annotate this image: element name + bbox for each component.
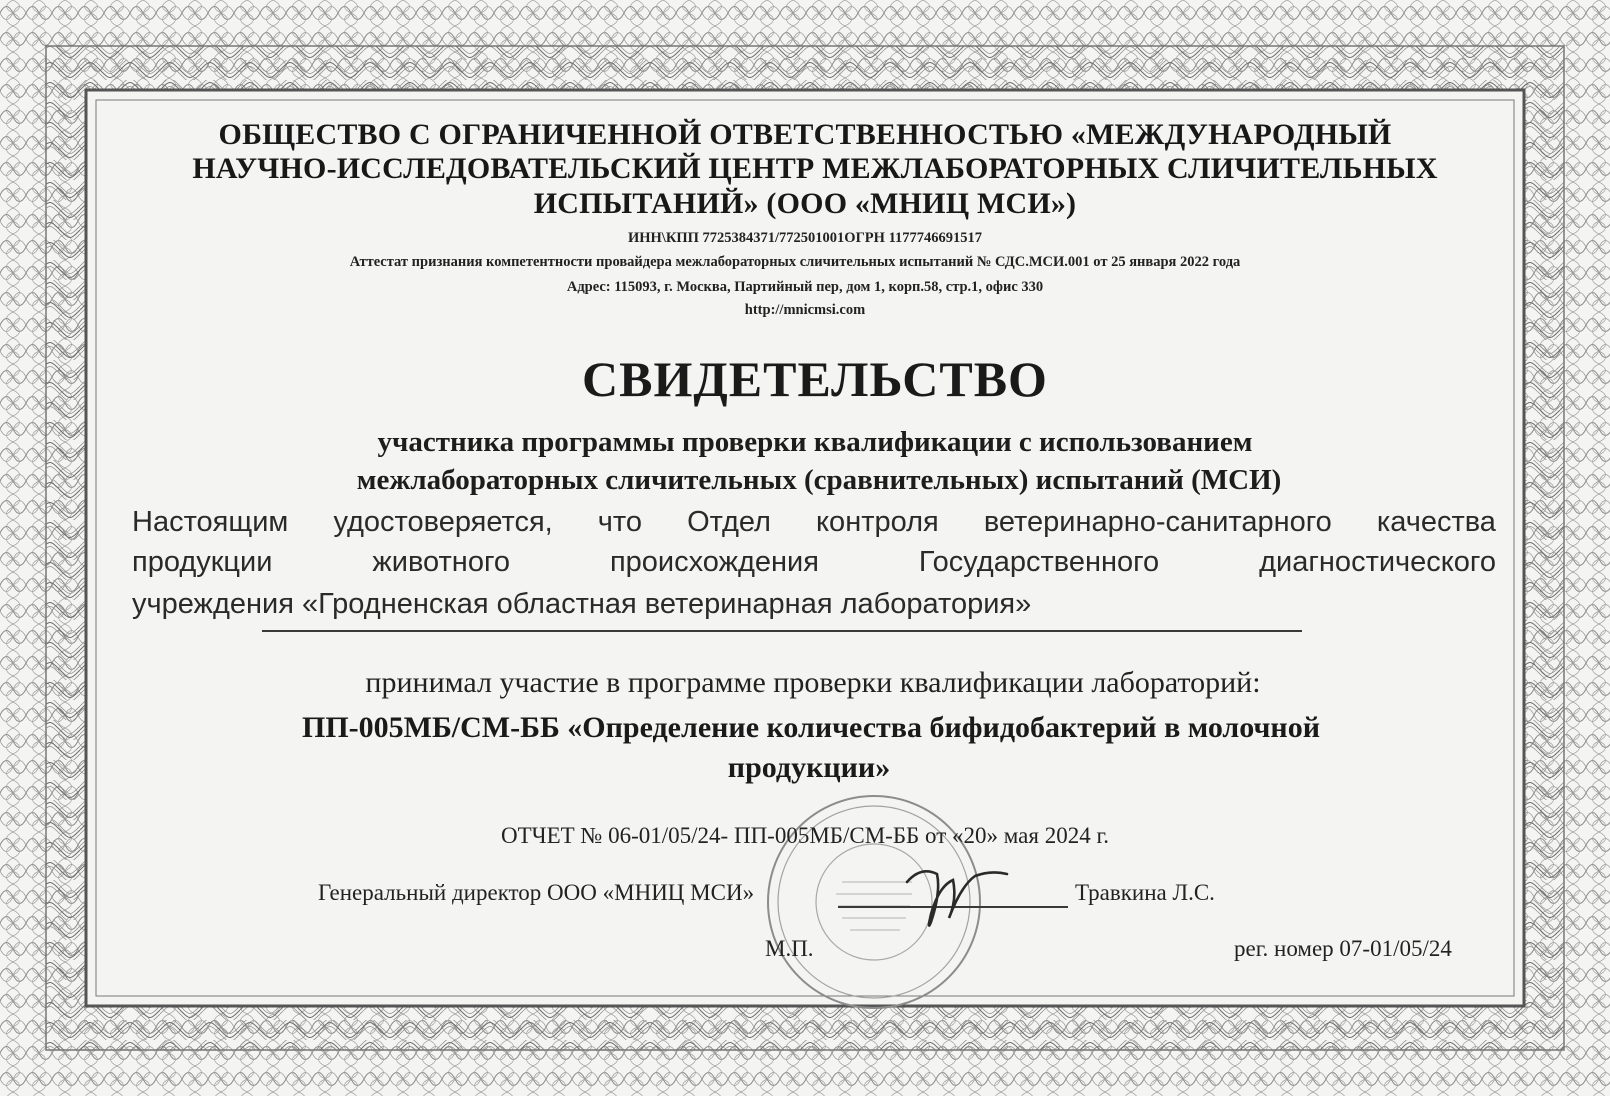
- participation-text: принимал участие в программе проверки квалификации лабораторий:: [365, 666, 1261, 699]
- body-underline: [262, 630, 1302, 632]
- registration-number: рег. номер 07-01/05/24: [1234, 936, 1452, 961]
- body-word: качества: [1376, 506, 1496, 538]
- org-attestat: Аттестат признания компетентности провайдера межлабораторных сличительных испытаний № СДС.МСИ.001 от 25 января 2022 года: [349, 254, 1241, 270]
- program-name-line2: продукции»: [727, 751, 891, 784]
- director-name: Травкина Л.С.: [1075, 880, 1215, 905]
- body-word: животного: [372, 546, 511, 578]
- org-address: Адрес: 115093, г. Москва, Партийный пер, дом 1, корп.58, стр.1, офис 330: [566, 279, 1044, 295]
- director-signature-image: [895, 852, 1015, 936]
- body-word: контроля: [816, 506, 939, 538]
- stamp-place-label: М.П.: [765, 936, 814, 961]
- body-word: продукции: [132, 546, 273, 578]
- org-name-line3: ИСПЫТАНИЙ» (ООО «МНИЦ МСИ»): [533, 187, 1077, 220]
- org-name-line1: ОБЩЕСТВО С ОГРАНИЧЕННОЙ ОТВЕТСТВЕННОСТЬЮ «МЕЖДУНАРОДНЫЙ: [218, 118, 1392, 151]
- body-line-1: [132, 506, 1496, 539]
- org-inn: ИНН\КПП 7725384371/772501001ОГРН 1177746691517: [627, 230, 983, 246]
- director-label: Генеральный директор ООО «МНИЦ МСИ»: [318, 880, 755, 905]
- body-word: что: [597, 506, 642, 538]
- report-number: ОТЧЕТ № 06-01/05/24- ПП-005МБ/СМ-ББ от «20» мая 2024 г.: [500, 823, 1110, 848]
- org-website: http://mnicmsi.com: [744, 302, 866, 318]
- body-word: ветеринарно-санитарного: [983, 506, 1332, 538]
- body-word: Отдел: [687, 506, 771, 538]
- body-word: Настоящим: [132, 506, 289, 538]
- certificate-title: СВИДЕТЕЛЬСТВО: [582, 351, 1048, 407]
- certificate-subtitle-line2: межлабораторных сличительных (сравнительных) испытаний (МСИ): [356, 464, 1282, 496]
- body-line-3: учреждения «Гродненская областная ветеринарная лаборатория»: [132, 588, 1032, 620]
- certificate-subtitle-line1: участника программы проверки квалификации с использованием: [377, 426, 1253, 458]
- body-word: диагностического: [1259, 546, 1496, 578]
- program-name-line1: ПП-005МБ/СМ-ББ «Определение количества бифидобактерий в молочной: [302, 711, 1320, 744]
- body-word: Государственного: [918, 546, 1160, 578]
- body-word: удостоверяется,: [333, 506, 553, 538]
- body-line-2: [132, 546, 1496, 579]
- body-word: происхождения: [609, 546, 819, 578]
- org-name-line2: НАУЧНО-ИССЛЕДОВАТЕЛЬСКИЙ ЦЕНТР МЕЖЛАБОРАТОРНЫХ СЛИЧИТЕЛЬНЫХ: [192, 152, 1438, 185]
